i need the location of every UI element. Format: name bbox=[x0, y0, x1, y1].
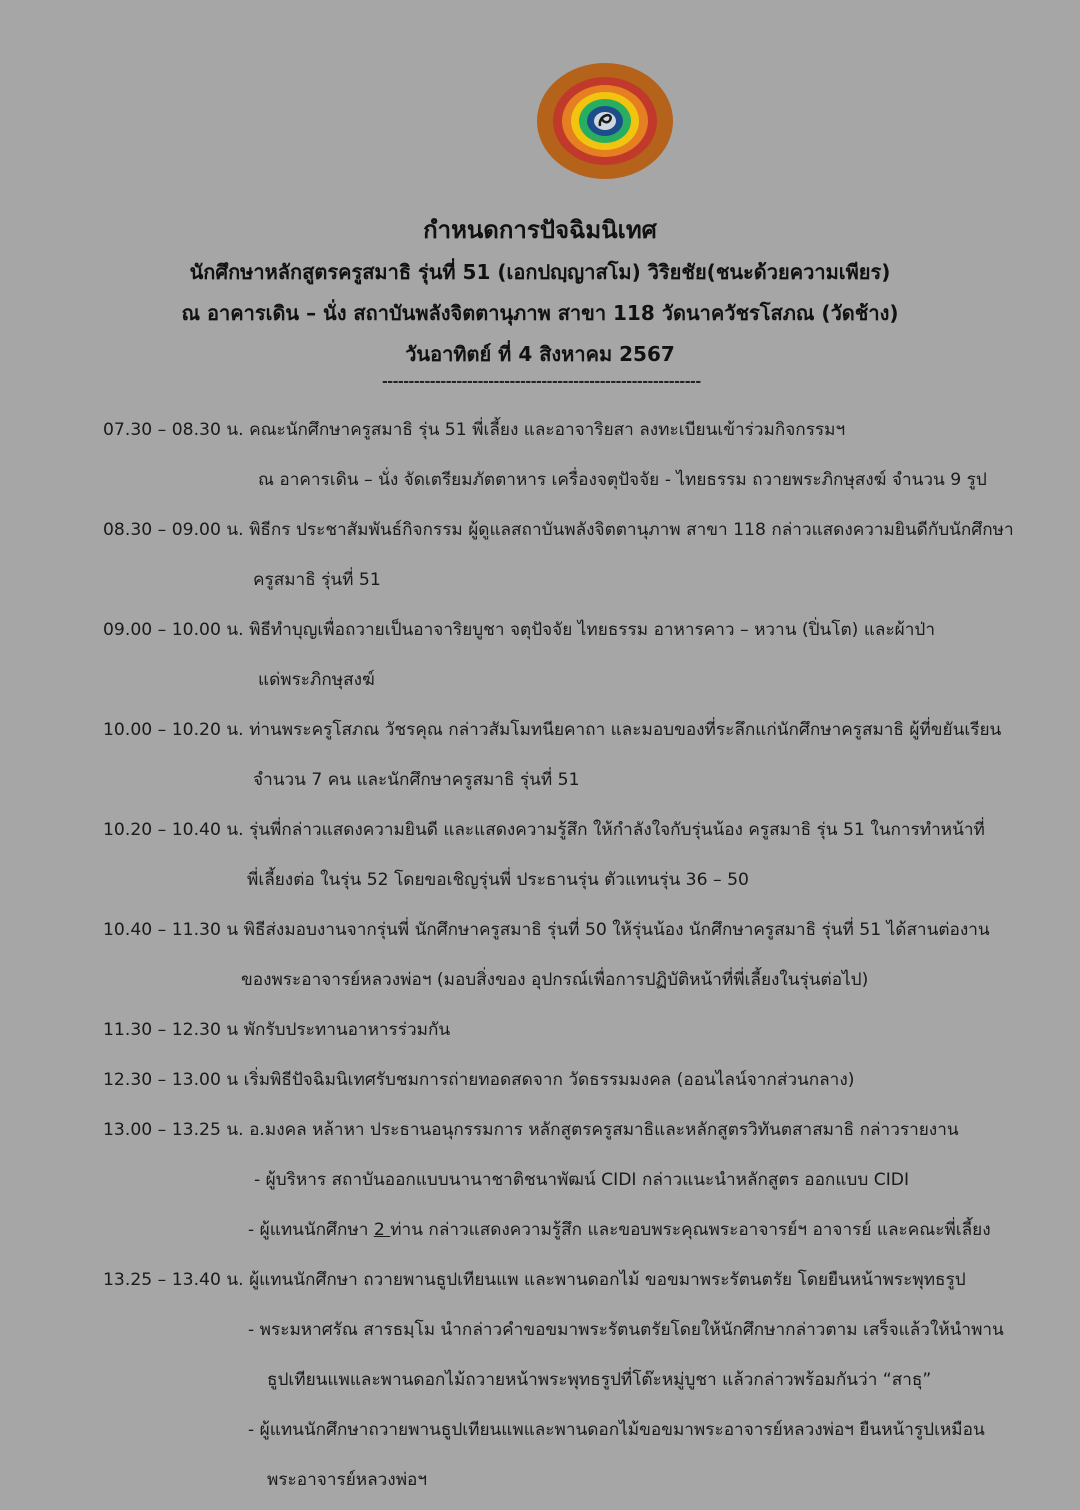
schedule-row-8 bbox=[103, 1065, 854, 1093]
schedule-time: 10.00 – 10.20 น. bbox=[103, 720, 244, 740]
schedule-time: 09.00 – 10.00 น. bbox=[103, 620, 244, 640]
schedule-text: พิธีส่งมอบงานจากรุ่นพี่ นักศึกษาครูสมาธิ รุ่นที่ 50 ให้รุ่นน้อง นักศึกษาครูสมาธิ รุ่นที่ 51 ได้สานต่องาน bbox=[238, 920, 990, 940]
separator-line: ------------------------------------------------------------ bbox=[382, 374, 701, 390]
schedule-time: 13.25 – 13.40 น. bbox=[103, 1270, 244, 1290]
schedule-row-5 bbox=[103, 815, 985, 843]
schedule-row-4 bbox=[103, 715, 1001, 743]
page-title: กำหนดการปัจฉิมนิเทศ bbox=[423, 216, 657, 244]
schedule-row-3-cont: แด่พระภิกษุสงฆ์ bbox=[258, 670, 375, 690]
foundation-logo bbox=[536, 62, 674, 180]
schedule-row-5-cont: พี่เลี้ยงต่อ ในรุ่น 52 โดยขอเชิญรุ่นพี่ ประธานรุ่น ตัวแทนรุ่น 36 – 50 bbox=[247, 870, 749, 890]
schedule-text: พิธีทำบุญเพื่อถวายเป็นอาจาริยบูชา จตุปัจจัย ไทยธรรม อาหารคาว – หวาน (ปิ่นโต) และผ้าป่า bbox=[243, 620, 935, 640]
schedule-text: อ.มงคล หล้าหา ประธานอนุกรรมการ หลักสูตรครูสมาธิและหลักสูตรวิทันตสาสมาธิ กล่าวรายงาน bbox=[243, 1120, 959, 1140]
schedule-row-3 bbox=[103, 615, 935, 643]
schedule-row-10-bullet-2-cont: พระอาจารย์หลวงพ่อฯ bbox=[267, 1470, 427, 1490]
schedule-time: 12.30 – 13.00 น bbox=[103, 1070, 239, 1090]
schedule-row-10 bbox=[103, 1265, 966, 1293]
schedule-row-2-cont: ครูสมาธิ รุ่นที่ 51 bbox=[253, 570, 381, 590]
schedule-time: 10.40 – 11.30 น bbox=[103, 920, 239, 940]
schedule-text: ท่านพระครูโสภณ วัชรคุณ กล่าวสัมโมทนียคาถา และมอบของที่ระลึกแก่นักศึกษาครูสมาธิ ผู้ที่ขยันเรียน bbox=[243, 720, 1002, 740]
schedule-row-6-cont: ของพระอาจารย์หลวงพ่อฯ (มอบสิ่งของ อุปกรณ์เพื่อการปฏิบัติหน้าที่พี่เลี้ยงในรุ่นต่อไป) bbox=[241, 970, 869, 990]
page-subtitle: นักศึกษาหลักสูตรครูสมาธิ รุ่นที่ 51 (เอกปญฺญาสโม) วิริยชัย(ชนะด้วยความเพียร) bbox=[189, 260, 891, 284]
schedule-time: 13.00 – 13.25 น. bbox=[103, 1120, 244, 1140]
schedule-text: เริ่มพิธีปัจฉิมนิเทศรับชมการถ่ายทอดสดจาก วัดธรรมมงคล (ออนไลน์จากส่วนกลาง) bbox=[238, 1070, 855, 1090]
schedule-text: พิธีกร ประชาสัมพันธ์กิจกรรม ผู้ดูแลสถาบันพลังจิตตานุภาพ สาขา 118 กล่าวแสดงความยินดีกับนักศึกษา bbox=[243, 520, 1014, 540]
date-line: วันอาทิตย์ ที่ 4 สิงหาคม 2567 bbox=[405, 342, 675, 366]
schedule-row-9-bullet-2: - ผู้แทนนักศึกษา 2 ท่าน กล่าวแสดงความรู้สึก และขอบพระคุณพระอาจารย์ฯ อาจารย์ และคณะพี่เลี้ยง bbox=[248, 1220, 991, 1240]
schedule-row-10-bullet-2: - ผู้แทนนักศึกษาถวายพานธูปเทียนแพและพานดอกไม้ขอขมาพระอาจารย์หลวงพ่อฯ ยืนหน้ารูปเหมือน bbox=[248, 1420, 985, 1440]
schedule-text: ผู้แทนนักศึกษา ถวายพานธูปเทียนแพ และพานดอกไม้ ขอขมาพระรัตนตรัย โดยยืนหน้าพระพุทธรูป bbox=[243, 1270, 966, 1290]
schedule-time: 08.30 – 09.00 น. bbox=[103, 520, 244, 540]
schedule-row-10-bullet-1-cont: ธูปเทียนแพและพานดอกไม้ถวายหน้าพระพุทธรูปที่โต๊ะหมู่บูชา แล้วกล่าวพร้อมกันว่า “สาธุ” bbox=[267, 1370, 932, 1390]
schedule-text: รุ่นพี่กล่าวแสดงความยินดี และแสดงความรู้สึก ให้กำลังใจกับรุ่นน้อง ครูสมาธิ รุ่น 51 ในการทำหน้าที่ bbox=[243, 820, 985, 840]
schedule-text: คณะนักศึกษาครูสมาธิ รุ่น 51 พี่เลี้ยง และอาจาริยสา ลงทะเบียนเข้าร่วมกิจกรรมฯ bbox=[243, 420, 846, 440]
schedule-row-10-bullet-1: - พระมหาศรัณ สารธมฺโม นำกล่าวคำขอขมาพระรัตนตรัยโดยให้นักศึกษากล่าวตาม เสร็จแล้วให้นำพาน bbox=[248, 1320, 1004, 1340]
schedule-row-9-bullet-1: - ผู้บริหาร สถาบันออกแบบนานาชาติชนาพัฒน์ CIDI กล่าวแนะนำหลักสูตร ออกแบบ CIDI bbox=[254, 1170, 910, 1190]
schedule-time: 07.30 – 08.30 น. bbox=[103, 420, 244, 440]
schedule-row-1 bbox=[103, 415, 845, 443]
schedule-row-2 bbox=[103, 515, 1014, 543]
schedule-row-6 bbox=[103, 915, 990, 943]
schedule-text: พักรับประทานอาหารร่วมกัน bbox=[238, 1020, 451, 1040]
schedule-time: 11.30 – 12.30 น bbox=[103, 1020, 239, 1040]
foundation-logo-mark bbox=[536, 62, 674, 180]
schedule-row-7 bbox=[103, 1015, 450, 1043]
venue-line: ณ อาคารเดิน – นั่ง สถาบันพลังจิตตานุภาพ สาขา 118 วัดนาควัชรโสภณ (วัดช้าง) bbox=[181, 301, 899, 325]
schedule-row-4-cont: จำนวน 7 คน และนักศึกษาครูสมาธิ รุ่นที่ 51 bbox=[253, 770, 580, 790]
schedule-time: 10.20 – 10.40 น. bbox=[103, 820, 244, 840]
schedule-row-9 bbox=[103, 1115, 959, 1143]
schedule-row-1-cont: ณ อาคารเดิน – นั่ง จัดเตรียมภัตตาหาร เครื่องจตุปัจจัย - ไทยธรรม ถวายพระภิกษุสงฆ์ จำนวน 9 รูป bbox=[258, 470, 987, 490]
